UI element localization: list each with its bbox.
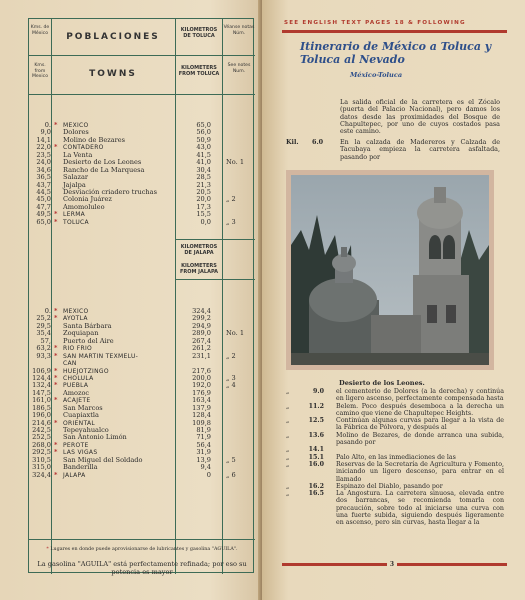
distance-value: 41,0 <box>196 158 211 167</box>
distance-value: 109,8 <box>192 418 211 427</box>
km-value: 292,5 <box>32 448 51 457</box>
km-value: 268,0 <box>32 440 51 449</box>
table-row <box>29 353 255 360</box>
distance-value: 128,4 <box>192 411 211 420</box>
town-name: Salazar <box>63 173 89 182</box>
entry-text: La Angostura. La carretera sinuosa, elevada entre dos barrancas, se recomienda tomarla con precaución, sobre todo al iniciarse una curva con una fuerte subida, siguiendo después ligeramente en ascenso, pero sin curvas, hasta llegar a la <box>336 490 504 527</box>
town-name: MEXICO <box>63 122 89 129</box>
town-name: Zoquiapan <box>63 329 99 338</box>
itinerary-entry <box>284 417 504 432</box>
supply-marker: * <box>54 440 58 449</box>
km-value: 63,2 <box>36 344 51 353</box>
distance-value: 28,5 <box>196 173 211 182</box>
supply-marker: * <box>54 344 58 353</box>
km-value: 35,4 <box>36 329 51 338</box>
supply-marker: * <box>54 448 58 457</box>
header-km-mexico: Kms. de México <box>30 25 50 36</box>
distance-value: 13,9 <box>196 455 211 464</box>
distance-value: 267,4 <box>192 336 211 345</box>
town-name: CAN <box>63 360 77 368</box>
town-name: TOLUCA <box>63 218 89 226</box>
kilometer-mark: 16.2 <box>308 482 324 490</box>
town-name: Desierto de Los Leones <box>63 158 142 167</box>
ditto-mark: „ <box>286 446 290 454</box>
town-name: CONTADERO <box>63 144 104 152</box>
distance-value: 176,9 <box>192 388 211 397</box>
km-value: 310,5 <box>32 455 51 464</box>
town-name: ORIENTAL <box>63 419 95 427</box>
km-value: 24,0 <box>36 158 51 167</box>
distance-value: 17,3 <box>196 202 211 211</box>
kilometer-mark: 9.0 <box>313 388 324 395</box>
distance-value: 324,4 <box>192 307 211 315</box>
ditto-mark: „ <box>286 490 290 498</box>
km-value: 106,9 <box>32 366 51 375</box>
entry-text: Continúan algunas curvas para llegar a la vista de la Fábrica de Pólvora, y después al <box>336 417 504 432</box>
ditto-mark: „ <box>286 388 290 395</box>
kilometer-mark: 12.5 <box>308 417 324 425</box>
table-row <box>29 375 255 382</box>
page-number: 3 <box>387 561 397 568</box>
itinerary-entry <box>284 388 504 403</box>
km-value: 186,5 <box>32 403 51 412</box>
table-row <box>29 360 255 367</box>
distance-value: 0 <box>206 470 211 479</box>
note-ref: „ 5 <box>226 455 236 464</box>
supply-marker: * <box>54 210 58 219</box>
toluca-route-rows <box>29 122 255 226</box>
km-value: 242,5 <box>32 426 51 434</box>
distance-value: 30,4 <box>196 165 211 174</box>
header-km-from-mexico: Kms. from Mexico <box>31 63 49 79</box>
km-value: 57, <box>40 336 51 345</box>
distance-value: 81,9 <box>196 426 211 434</box>
town-name: Dolores <box>63 128 89 137</box>
entry-text: Reservas de la Secretaría de Agricultura y Fomento, iniciando un ligero descenso, para entrar en el llamado <box>336 460 504 483</box>
km-value: 0. <box>44 121 51 129</box>
distance-value: 21,3 <box>196 180 211 189</box>
town-name: RIO FRIO <box>63 345 93 353</box>
km-value: 252,5 <box>32 433 51 442</box>
distance-table <box>28 18 255 576</box>
photo-caption: Desierto de los Leones. <box>339 379 425 387</box>
header-km-from-toluca: KILOMETERS FROM TOLUCA <box>178 65 220 77</box>
kil-text: En la calzada de Madereros y Calzada de Tacubaya empieza la carretera asfaltada, pasando por <box>340 138 500 161</box>
town-name: Tepeyahualco <box>63 426 109 434</box>
town-name: PEROTE <box>63 441 89 449</box>
kilometer-mark: 13.6 <box>308 431 324 439</box>
distance-value: 56,4 <box>196 440 211 449</box>
km-value: 45,0 <box>36 195 51 204</box>
note-ref: „ 3 <box>226 217 236 226</box>
distance-value: 56,0 <box>196 128 211 137</box>
header-km-jalapa: KILOMETROS DE JALAPA <box>180 244 218 256</box>
km-value: 161,0 <box>32 396 51 405</box>
km-value: 315,0 <box>32 463 51 472</box>
km-value: 324,4 <box>32 470 51 479</box>
distance-value: 299,2 <box>192 314 211 323</box>
kil-value: 6.0 <box>312 138 324 146</box>
table-row <box>29 390 255 397</box>
kilometer-mark: 14.1 <box>308 446 324 454</box>
distance-value: 192,0 <box>192 381 211 390</box>
town-name: San Marcos <box>63 403 103 412</box>
km-value: 36,5 <box>36 173 51 182</box>
header-poblaciones: POBLACIONES <box>66 32 160 42</box>
distance-value: 261,2 <box>192 344 211 353</box>
km-value: 0. <box>44 307 51 315</box>
table-row <box>29 368 255 375</box>
supply-marker: * <box>54 366 58 375</box>
town-name: HUEJOTZINGO <box>63 367 109 375</box>
distance-value: 137,9 <box>192 403 211 412</box>
header-km-from-jalapa: KILOMETERS FROM JALAPA <box>179 263 219 275</box>
km-value: 132,4 <box>32 381 51 390</box>
title-rule <box>282 30 507 33</box>
table-row <box>29 442 255 449</box>
kilometer-mark: 16.0 <box>308 460 324 468</box>
note-ref: „ 2 <box>226 351 236 360</box>
supply-marker: * <box>54 351 58 360</box>
entry-text: Molino de Bezares, de donde arranca una subida, pasando por <box>336 431 504 447</box>
town-name: PUEBLA <box>63 382 89 390</box>
note-ref: „ 2 <box>226 195 236 204</box>
entry-text: el cementerio de Dolores (a la derecha) y continúa en ligero ascenso, perfectamente compensada hasta <box>336 388 504 403</box>
town-name: Puerto del Aire <box>63 336 114 345</box>
km-value: 47,7 <box>36 202 51 211</box>
town-name: Colonia Juárez <box>63 195 112 204</box>
itinerary-entry <box>284 446 504 453</box>
table-row <box>29 338 255 345</box>
town-name: La Venta <box>63 150 93 159</box>
km-value: 9,0 <box>40 128 51 137</box>
ditto-mark: „ <box>286 453 290 461</box>
table-row <box>29 204 255 211</box>
itinerary-entry <box>284 432 504 447</box>
table-row <box>29 472 255 479</box>
town-name: SAN MARTIN TEXMELU- <box>63 352 139 360</box>
km-value: 65,0 <box>36 217 51 226</box>
table-row <box>29 434 255 441</box>
supply-marker: * <box>54 143 58 152</box>
gasoline-note: La gasolina "AGUILA" está perfectamente refinada; por eso su potencia es mayor <box>37 560 247 576</box>
itinerary-entry <box>284 461 504 483</box>
note-ref: „ 6 <box>226 470 236 479</box>
table-row <box>29 219 255 226</box>
supply-marker: * <box>54 217 58 226</box>
kilometer-mark: 15.1 <box>308 453 324 461</box>
town-name: Santa Bárbara <box>63 321 112 330</box>
town-name: CHOLULA <box>63 374 94 382</box>
distance-value: 163,4 <box>192 396 211 405</box>
church-photo <box>286 170 494 370</box>
town-name: ACAJETE <box>63 397 91 405</box>
table-row <box>29 211 255 218</box>
supply-marker: * <box>54 381 58 390</box>
town-name: LERMA <box>63 211 86 219</box>
distance-value: 20,5 <box>196 187 211 196</box>
supply-marker: * <box>54 307 58 315</box>
town-name: MEXICO <box>63 308 89 315</box>
kilometer-mark: 16.5 <box>308 490 324 498</box>
page-title: Itinerario de México a Toluca y Toluca al Nevado <box>300 40 492 66</box>
note-ref: „ 3 <box>226 373 236 382</box>
km-value: 147,5 <box>32 388 51 397</box>
header-towns: TOWNS <box>89 69 137 79</box>
distance-value: 200,0 <box>192 373 211 382</box>
distance-value: 289,0 <box>192 329 211 338</box>
header-see-notes: See notes Num. <box>227 63 251 74</box>
distance-value: 9,4 <box>200 463 211 472</box>
town-name: Jajalpa <box>63 180 86 189</box>
header-km-toluca: KILOMETROS DE TOLUCA <box>180 27 218 39</box>
table-row <box>29 345 255 352</box>
kil-label: Kil. <box>286 138 299 146</box>
km-value: 14,1 <box>36 135 51 144</box>
km-value: 124,4 <box>32 373 51 382</box>
header-notes: Véanse notas Núm. <box>223 25 255 36</box>
ditto-mark: „ <box>286 402 290 410</box>
km-value: 93,3 <box>36 351 51 360</box>
distance-value: 50,9 <box>196 135 211 144</box>
distance-value: 71,9 <box>196 433 211 442</box>
note-ref: No. 1 <box>226 158 245 167</box>
km-value: 23,5 <box>36 150 51 159</box>
distance-value: 65,0 <box>196 121 211 129</box>
itinerary-entries <box>284 388 504 527</box>
km-value: 29,5 <box>36 321 51 330</box>
church-illustration <box>291 175 489 365</box>
supply-marker: * <box>54 470 58 479</box>
town-name: JALAPA <box>63 471 86 479</box>
jalapa-route-rows <box>29 308 255 479</box>
distance-value: 217,6 <box>192 366 211 375</box>
entry-text: Espinazo del Diablo, pasando por <box>336 482 443 490</box>
ditto-mark: „ <box>286 431 290 439</box>
distance-value: 294,9 <box>192 321 211 330</box>
kilometer-mark: 11.2 <box>308 402 324 410</box>
supply-marker: * <box>54 396 58 405</box>
km-value: 34,6 <box>36 165 51 174</box>
note-ref: „ 4 <box>226 381 236 390</box>
town-name: Amozoc <box>63 388 90 397</box>
itinerary-entry <box>284 483 504 490</box>
km-value: 196,0 <box>32 411 51 420</box>
right-page <box>262 0 525 600</box>
km-value: 49,5 <box>36 210 51 219</box>
town-name: AYOTLA <box>63 315 88 323</box>
entry-text: Palo Alto, en las inmediaciones de las <box>336 453 456 461</box>
itinerary-entry <box>284 454 504 461</box>
english-text-reference: SEE ENGLISH TEXT PAGES 18 & FOLLOWING <box>284 20 466 26</box>
km-value: 44,5 <box>36 187 51 196</box>
itinerary-entry <box>284 403 504 418</box>
note-ref: No. 1 <box>226 329 245 338</box>
left-page <box>0 0 262 600</box>
town-name: Cuapiaxtla <box>63 411 99 420</box>
town-name: LAS VIGAS <box>63 449 98 457</box>
km-value: 22,0 <box>36 143 51 152</box>
km-value: 43,7 <box>36 180 51 189</box>
supply-marker: * <box>54 314 58 323</box>
distance-value: 43,0 <box>196 143 211 152</box>
section-subtitle: México-Toluca <box>350 71 403 79</box>
distance-value: 31,9 <box>196 448 211 457</box>
table-row <box>29 412 255 419</box>
distance-value: 0,0 <box>200 217 211 226</box>
town-name: Desviación criadero truchas <box>63 187 157 196</box>
table-row <box>29 464 255 471</box>
supply-marker: * <box>54 373 58 382</box>
distance-value: 231,1 <box>192 351 211 360</box>
ditto-mark: „ <box>286 417 290 425</box>
intro-paragraph: La salida oficial de la carretera es el Zócalo (puerta del Palacio Nacional), pero damos los datos desde las proximidades del Bosque de Chapultepec, por uno de cuyos costados pasa este camino. <box>340 98 500 136</box>
distance-value: 20,0 <box>196 195 211 204</box>
supply-marker: * <box>54 121 58 129</box>
town-name: Banderilla <box>63 463 98 472</box>
distance-value: 41,5 <box>196 150 211 159</box>
town-name: San Antonio Limón <box>63 433 127 442</box>
footnote: * Lugares en donde puede aprovisionarse de lubricantes y gasolina "AGUILA". <box>46 547 238 552</box>
entry-text: Belem. Poco después desemboca a la derecha un camino que viene de Chapultepec Heights. <box>336 402 504 417</box>
town-name: Rancho de La Marquesa <box>63 165 145 174</box>
table-row <box>29 137 255 144</box>
itinerary-entry <box>284 490 504 526</box>
town-name: Amomoluleo <box>63 202 105 211</box>
km-value: 25,2 <box>36 314 51 323</box>
table-row <box>29 308 255 315</box>
distance-value: 15,5 <box>196 210 211 219</box>
supply-marker: * <box>54 418 58 427</box>
ditto-mark: „ <box>286 460 290 468</box>
km-value: 214,6 <box>32 418 51 427</box>
town-name: Molino de Bezares <box>63 135 126 144</box>
town-name: San Miguel del Soldado <box>63 455 143 464</box>
ditto-mark: „ <box>286 482 290 490</box>
